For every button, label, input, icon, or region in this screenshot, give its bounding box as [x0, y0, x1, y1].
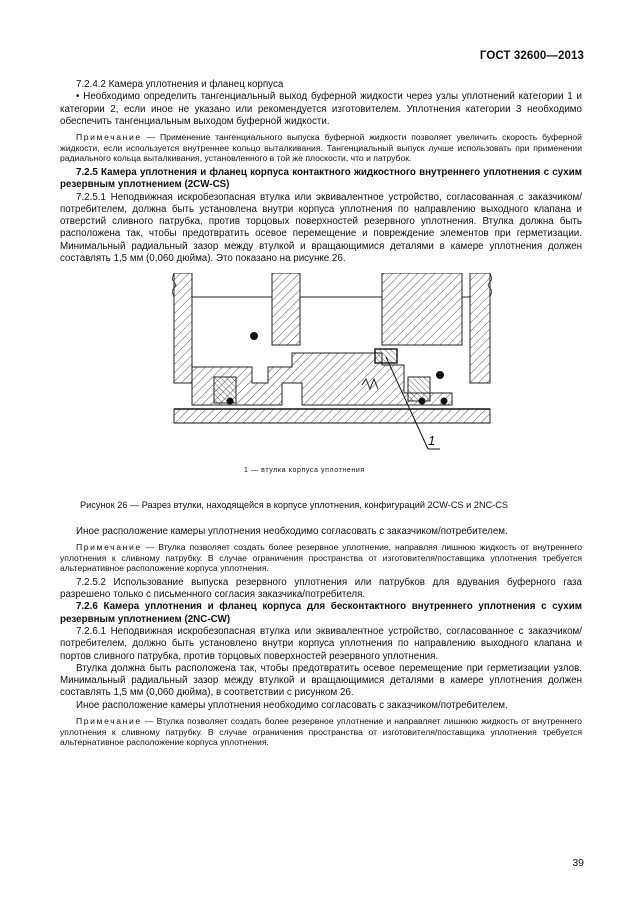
section-7-2-6-1-cont: Втулка должна быть расположена так, чтобы предотвратить осевое перемещение при герметизации узлов. Минимальный радиальный зазор между втулкой и вращающимися деталями в камере уплотнения должен составлять 1,5 мм (0,060 дюйма), в соответствии с рисунком 26. — [60, 662, 582, 699]
housing-block-left — [174, 273, 192, 383]
section-7-2-5-heading: 7.2.5 Камера уплотнения и фланец корпуса контактного жидкостного внутреннего уплотнения с сухим резервным уплотнением (2CW-CS) — [60, 166, 582, 191]
note-bushing-2 — [60, 716, 582, 748]
note-tangential-outlet — [60, 132, 582, 164]
bushing-section-drawing — [172, 273, 492, 458]
page-content — [60, 79, 582, 750]
o-ring — [419, 398, 426, 405]
section-7-2-5-1-text: 7.2.5.1 Неподвижная искробезопасная втулка или эквивалентное устройство, согласованная с заказчиком/потребителем, должна быть установлена внутри корпуса уплотнения по направлению выходного клапана и отверстий сливного патрубка, против торцовых поверхностей резервного уплотнения. Втулка должна быть расположена так, чтобы предотвратить осевое перемещение и повреждение элементов при герметизации. Минимальный радиальный зазор между втулкой и вращающимися деталями в камере уплотнения должен составлять 1,5 мм (0,060 дюйма). Это показано на рисунке 26. — [60, 191, 582, 265]
paragraph-alt-location-2: Иное расположение камеры уплотнения необходимо согласовать с заказчиком/потребителем. — [76, 699, 508, 711]
note-text: — Втулка позволяет создать более резервное уплотнение и направляет лишнюю жидкость от внутреннего уплотнения к сливному патрубку. В случае ограничения пространства от изготовителя/поставщика уплотнения требуется альтернативное расположение корпуса уплотнения. — [60, 715, 582, 748]
figure-legend: 1 — втулка корпуса уплотнения — [244, 467, 365, 475]
note-text: — Применение тангенциального выпуска буферной жидкости позволяет увеличить скорость буферной жидкости, если используется внутреннее кольцо выталкивания. Тангенциальный выпуск лучше использовать при применении радиального кольца выталкивания, установленного в той же плоскости, что и патрубок. — [60, 132, 582, 164]
standard-header: ГОСТ 32600—2013 — [479, 50, 584, 62]
o-ring — [227, 398, 234, 405]
figure-caption: Рисунок 26 — Разрез втулки, находящейся в корпусе уплотнения, конфигураций 2CW-CS и 2NC-CS — [80, 500, 509, 511]
section-7-2-6-heading: 7.2.6 Камера уплотнения и фланец корпуса для бесконтактного внутреннего уплотнения с сухим резервным уплотнением (2NC-CW) — [60, 601, 582, 625]
note-label: Примечание — [76, 541, 142, 552]
note-text: — Втулка позволяет создать более резервное уплотнение, направляя лишнюю жидкость от внутреннего уплотнения к сливному патрубку. В случае ограничения пространства от изготовителя/поставщика уплотнения требуется альтернативное расположение корпуса уплотнения. — [60, 541, 582, 574]
callout-1: 1 — [428, 433, 436, 449]
section-7-2-4-2-bullet: • Необходимо определить тангенциальный выход буферной жидкости через узлы уплотнений категории 1 и категории 2, если иное не указано или рекомендуется изготовителем. Уплотнения категории 3 необходимо обеспечить тангенциальным выходом буферной жидкости. — [60, 91, 582, 127]
o-ring — [250, 332, 258, 340]
seal-face-right — [408, 377, 430, 401]
note-label: Примечание — [76, 715, 142, 726]
housing-block-right — [382, 273, 462, 345]
page-number: 39 — [572, 857, 584, 869]
figure-26 — [60, 273, 582, 493]
housing-block-center — [272, 273, 300, 345]
paragraph-alt-location: Иное расположение камеры уплотнения необходимо согласовать с заказчиком/потребителем. — [76, 525, 508, 537]
housing-block-outer — [470, 273, 490, 383]
section-7-2-5-2-text: 7.2.5.2 Использование выпуска резервного уплотнения или патрубков для вдувания буферного газа разрешено только с письменного согласия заказчика/потребителя. — [60, 576, 582, 601]
section-7-2-6-1-text: 7.2.6.1 Неподвижная искробезопасная втулка или эквивалентное устройство, согласованное с заказчиком/потребителем, должно быть установлено внутри корпуса уплотнения по направлению выходного клапана и портов сливного патрубка, против торцовых поверхностей резервного уплотнения. — [60, 625, 582, 662]
note-bushing — [60, 542, 582, 574]
note-label: Примечание — [76, 132, 142, 143]
section-7-2-4-2-title: 7.2.4.2 Камера уплотнения и фланец корпуса — [76, 79, 284, 90]
shaft — [174, 409, 490, 423]
o-ring — [436, 371, 444, 379]
o-ring — [441, 398, 448, 405]
housing-bushing — [375, 349, 397, 363]
